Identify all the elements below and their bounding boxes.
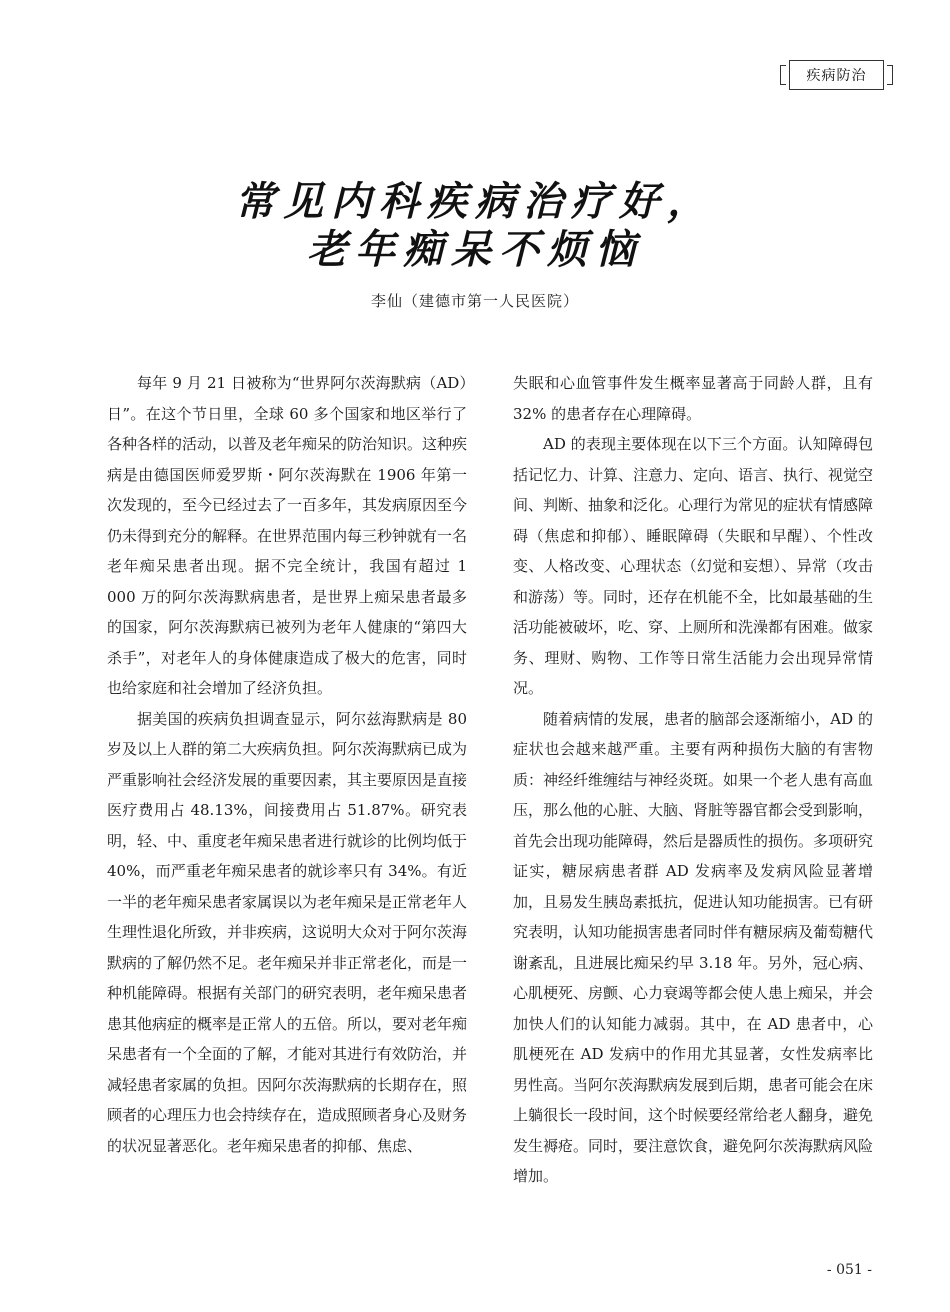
- paragraph-continuation: 失眠和心血管事件发生概率显著高于同龄人群，且有 32% 的患者存在心理障碍。: [513, 374, 873, 423]
- paragraph: AD 的表现主要体现在以下三个方面。认知障碍包括记忆力、计算、注意力、定向、语言、执行、视觉空间、判断、抽象和泛化。心理行为常见的症状有情感障碍（焦虑和抑郁）、睡眠障碍（失眠和早醒）、个性改变、人格改变、心理状态（幻觉和妄想）、异常（攻击和游荡）等。同时，还存在机能不全，比如最基础的生活功能被破坏，吃、穿、上厕所和洗澡都有困难。做家务、理财、购物、工作等日常生活能力会出现异常情况。: [513, 435, 874, 697]
- section-tag-label: 疾病防治: [806, 68, 867, 84]
- paragraph: 每年 9 月 21 日被称为“世界阿尔茨海默病（AD）日”。在这个节日里，全球 60 多个国家和地区举行了各种各样的活动，以普及老年痴呆的防治知识。这种疾病是由德国医师爱罗斯・阿尔茨海默在 1906 年第一次发现的，至今已经过去了一百多年，其发病原因至今仍未得到充分的解释。在世界范围内每三秒钟就有一名老年痴呆患者出现。据不完全统计，我国有超过 1 000 万的阿尔茨海默病患者，是世界上痴呆患者最多的国家，阿尔茨海默病已被列为老年人健康的“第四大杀手”，对老年人的身体健康造成了极大的危害，同时也给家庭和社会增加了经济负担。: [107, 374, 468, 697]
- article-title-line-1: 常见内科疾病治疗好，: [235, 179, 715, 225]
- right-column: [513, 368, 873, 1192]
- paragraph: 据美国的疾病负担调查显示，阿尔兹海默病是 80 岁及以上人群的第二大疾病负担。阿尔茨海默病已成为严重影响社会经济发展的重要因素，其主要原因是直接医疗费用占 48.13%，间接费用占 51.87%。研究表明，轻、中、重度老年痴呆患者进行就诊的比例均低于 40%，而严重老年痴呆患者的就诊率只有 34%。有近一半的老年痴呆患者家属误以为老年痴呆是正常老年人生理性退化所致，并非疾病，这说明大众对于阿尔茨海默病的了解仍然不足。老年痴呆并非正常老化，而是一种机能障碍。根据有关部门的研究表明，老年痴呆患者患其他病症的概率是正常人的五倍。所以，要对老年痴呆患者有一个全面的了解，才能对其进行有效防治，并减轻患者家属的负担。因阿尔茨海默病的长期存在，照顾者的心理压力也会持续存在，造成照顾者身心及财务的状况显著恶化。老年痴呆患者的抑郁、焦虑、: [107, 709, 468, 1155]
- paragraph: 随着病情的发展，患者的脑部会逐渐缩小，AD 的症状也会越来越严重。主要有两种损伤大脑的有害物质：神经纤维缠结与神经炎斑。如果一个老人患有高血压，那么他的心脏、大脑、肾脏等器官都会受到影响，首先会出现功能障碍，然后是器质性的损伤。多项研究证实，糖尿病患者群 AD 发病率及发病风险显著增加，且易发生胰岛素抵抗，促进认知功能损害。已有研究表明，认知功能损害患者同时伴有糖尿病及葡萄糖代谢紊乱，且进展比痴呆约早 3.18 年。另外，冠心病、心肌梗死、房颤、心力衰竭等都会使人患上痴呆，并会加快人们的认知能力减弱。其中，在 AD 患者中，心肌梗死在 AD 发病中的作用尤其显著，女性发病率比男性高。当阿尔茨海默病发展到后期，患者可能会在床上躺很长一段时间，这个时候要经常给老人翻身，避免发生褥疮。同时，要注意饮食，避免阿尔茨海默病风险增加。: [513, 709, 874, 1185]
- section-tag: [789, 60, 884, 90]
- page-number: - 051 -: [826, 1262, 872, 1278]
- article-title-line-2: 老年痴呆不烦恼: [307, 227, 643, 273]
- left-column: [107, 368, 467, 1161]
- author-byline: 李仙（建德市第一人民医院）: [370, 292, 579, 310]
